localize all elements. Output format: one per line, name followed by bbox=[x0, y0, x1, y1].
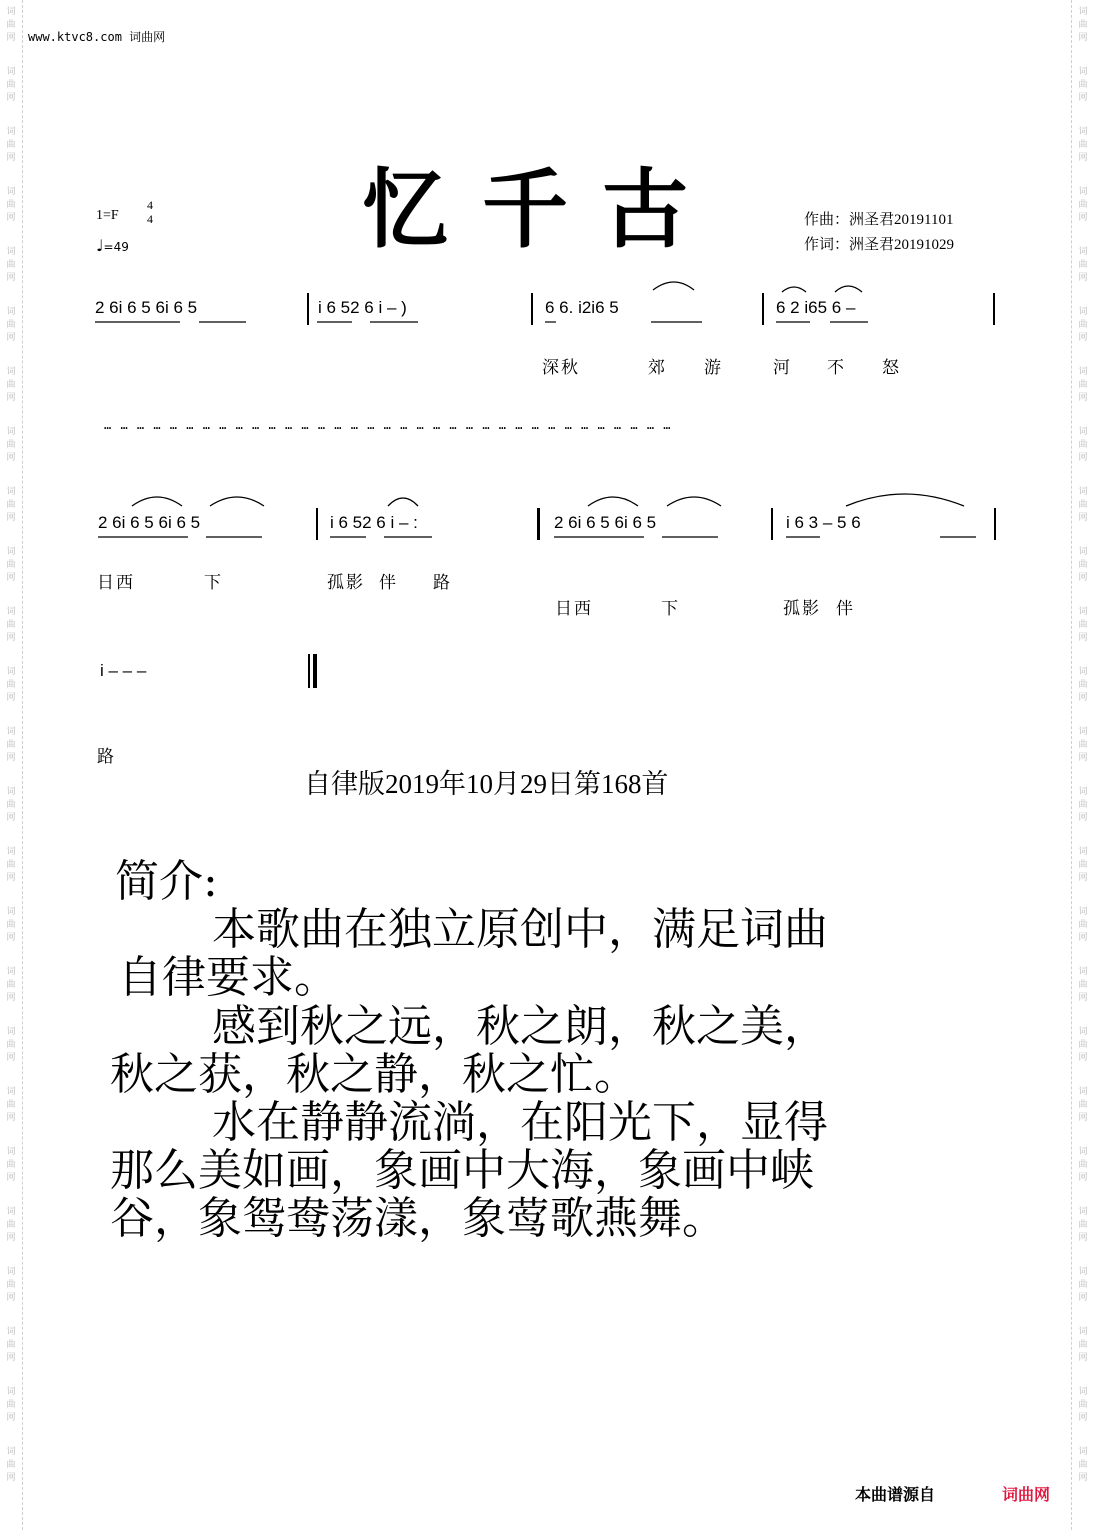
watermark-text: 词 曲 网 bbox=[6, 7, 16, 43]
section-separator: … … … … … … … … … … … … … … … … … … … … … … … … … … … … … … … … … … … bbox=[104, 418, 672, 432]
intro-line: 谷，象鸳鸯荡漾，象莺歌燕舞。 bbox=[110, 1193, 726, 1244]
slur-mark bbox=[210, 497, 264, 506]
line2-measure2: i 6 52 6 i – : bbox=[330, 513, 418, 532]
lyric-word: 深秋 bbox=[542, 358, 580, 378]
line1-measure2: i 6 52 6 i – ) bbox=[318, 298, 407, 317]
watermark-text: 词 曲 网 bbox=[1078, 7, 1088, 43]
watermark-text: 词 曲 网 bbox=[1078, 667, 1088, 703]
lyric-word: 郊 bbox=[648, 358, 667, 378]
watermark-text: 词 曲 网 bbox=[1078, 1087, 1088, 1123]
watermark-text: 词 曲 网 bbox=[1078, 787, 1088, 823]
watermark-text: 词 曲 网 bbox=[6, 607, 16, 643]
intro-heading: 简介: bbox=[115, 856, 218, 907]
slur-mark bbox=[653, 282, 694, 290]
watermark-text: 词 曲 网 bbox=[1078, 67, 1088, 103]
watermark-text: 词 曲 网 bbox=[6, 967, 16, 1003]
quarter-note-icon: ♩ bbox=[96, 236, 104, 255]
watermark-text: 词 曲 网 bbox=[6, 427, 16, 463]
lyric-word: 路 bbox=[433, 573, 452, 593]
lyric-word: 怒 bbox=[882, 358, 901, 378]
lyric-word: 游 bbox=[704, 358, 723, 378]
line3-measure1: i – – – bbox=[100, 661, 147, 680]
watermark-text: 词 曲 网 bbox=[6, 1087, 16, 1123]
composer-credit: 作曲：洲圣君20191101 bbox=[804, 212, 954, 228]
watermark-text: 词 曲 网 bbox=[6, 1387, 16, 1423]
line2-measure3: 2 6i 6 5 6i 6 5 bbox=[554, 513, 657, 532]
watermark-text: 词 曲 网 bbox=[6, 907, 16, 943]
watermark-text: 词 曲 网 bbox=[1078, 907, 1088, 943]
watermark-text: 词 曲 网 bbox=[6, 787, 16, 823]
watermark-text: 词 曲 网 bbox=[1078, 1207, 1088, 1243]
watermark-text: 词 曲 网 bbox=[1078, 487, 1088, 523]
line1-measure4: 6 2 i65 6 – bbox=[776, 298, 856, 317]
key-signature: 1=F bbox=[96, 208, 119, 223]
footer-site-link[interactable]: 词曲网 bbox=[1002, 1485, 1051, 1504]
watermark-text: 词 曲 网 bbox=[6, 67, 16, 103]
intro-line: 那么美如画，象画中大海，象画中峡 bbox=[110, 1145, 814, 1196]
lyric-word: 不 bbox=[827, 358, 846, 378]
watermark-text: 词 曲 网 bbox=[6, 127, 16, 163]
line2-measure1: 2 6i 6 5 6i 6 5 bbox=[98, 513, 201, 532]
watermark-text: 词 曲 网 bbox=[6, 487, 16, 523]
intro-line: 本歌曲在独立原创中，满足词曲 bbox=[212, 904, 828, 955]
watermark-text: 词 曲 网 bbox=[1078, 1027, 1088, 1063]
intro-line: 水在静静流淌，在阳光下，显得 bbox=[212, 1097, 828, 1148]
lyric-word: 伴 bbox=[379, 573, 398, 593]
watermark-text: 词 曲 网 bbox=[1078, 727, 1088, 763]
lyric-word: 伴 bbox=[836, 599, 855, 619]
watermark-text: 词 曲 网 bbox=[1078, 847, 1088, 883]
watermark-text: 词 曲 网 bbox=[1078, 1387, 1088, 1423]
lyric-word: 路 bbox=[97, 747, 116, 767]
watermark-text: 词 曲 网 bbox=[6, 367, 16, 403]
slur-mark bbox=[846, 494, 964, 506]
lyric-word: 日西 bbox=[97, 573, 135, 593]
slur-mark bbox=[388, 498, 418, 506]
slur-mark bbox=[588, 497, 638, 506]
lyric-word: 孤影 bbox=[783, 599, 821, 619]
watermark-text: 词 曲 网 bbox=[1078, 547, 1088, 583]
watermark-text: 词 曲 网 bbox=[1078, 1267, 1088, 1303]
time-signature-top: 4 bbox=[147, 198, 153, 212]
lyricist-credit: 作词：洲圣君20191029 bbox=[804, 237, 955, 253]
slur-mark bbox=[667, 497, 721, 506]
time-signature-bottom: 4 bbox=[147, 212, 153, 226]
intro-line: 秋之获，秋之静，秋之忙。 bbox=[110, 1049, 638, 1100]
watermark-text: 词 曲 网 bbox=[1078, 187, 1088, 223]
watermark-text: 词 曲 网 bbox=[1078, 607, 1088, 643]
slur-mark bbox=[835, 286, 862, 292]
watermark-text: 词 曲 网 bbox=[6, 1207, 16, 1243]
watermark-text: 词 曲 网 bbox=[1078, 1447, 1088, 1483]
watermark-text: 词 曲 网 bbox=[1078, 367, 1088, 403]
watermark-text: 词 曲 网 bbox=[6, 727, 16, 763]
intro-line: 自律要求。 bbox=[118, 952, 338, 1003]
watermark-text: 词 曲 网 bbox=[6, 187, 16, 223]
watermark-text: 词 曲 网 bbox=[6, 1327, 16, 1363]
intro-line: 感到秋之远，秋之朗，秋之美， bbox=[212, 1001, 828, 1052]
watermark-text: 词 曲 网 bbox=[1078, 127, 1088, 163]
lyric-word: 孤影 bbox=[327, 573, 365, 593]
lyric-word: 下 bbox=[204, 573, 223, 593]
line2-measure4: i 6 3 – 5 6 bbox=[786, 513, 861, 532]
watermark-text: 词 曲 网 bbox=[6, 1447, 16, 1483]
watermark-text: 词 曲 网 bbox=[6, 667, 16, 703]
watermark-text: 词 曲 网 bbox=[1078, 427, 1088, 463]
watermark-text: 词 曲 网 bbox=[1078, 307, 1088, 343]
line1-measure1: 2 6i 6 5 6i 6 5 bbox=[95, 298, 198, 317]
slur-mark bbox=[782, 287, 806, 292]
site-url[interactable]: www.ktvc8.com 词曲网 bbox=[28, 30, 166, 44]
watermark-text: 词 曲 网 bbox=[6, 547, 16, 583]
edition-note: 自律版2019年10月29日第168首 bbox=[304, 769, 669, 799]
watermark-text: 词 曲 网 bbox=[6, 1147, 16, 1183]
watermark-text: 词 曲 网 bbox=[1078, 1147, 1088, 1183]
lyric-word: 河 bbox=[773, 358, 792, 378]
tempo-value: =49 bbox=[103, 240, 129, 254]
song-title: 忆千古 bbox=[362, 159, 722, 260]
slur-mark bbox=[132, 497, 182, 506]
lyric-word: 日西 bbox=[555, 599, 593, 619]
notation-marks bbox=[0, 0, 1094, 700]
footer-source-label: 本曲谱源自 bbox=[855, 1485, 936, 1504]
watermark-text: 词 曲 网 bbox=[6, 307, 16, 343]
line1-measure3: 6 6. i2i6 5 bbox=[545, 298, 619, 317]
watermark-text: 词 曲 网 bbox=[6, 847, 16, 883]
watermark-text: 词 曲 网 bbox=[1078, 1327, 1088, 1363]
watermark-text: 词 曲 网 bbox=[6, 1267, 16, 1303]
lyric-word: 下 bbox=[661, 599, 680, 619]
watermark-text: 词 曲 网 bbox=[6, 247, 16, 283]
watermark-text: 词 曲 网 bbox=[1078, 247, 1088, 283]
watermark-text: 词 曲 网 bbox=[1078, 967, 1088, 1003]
watermark-text: 词 曲 网 bbox=[6, 1027, 16, 1063]
